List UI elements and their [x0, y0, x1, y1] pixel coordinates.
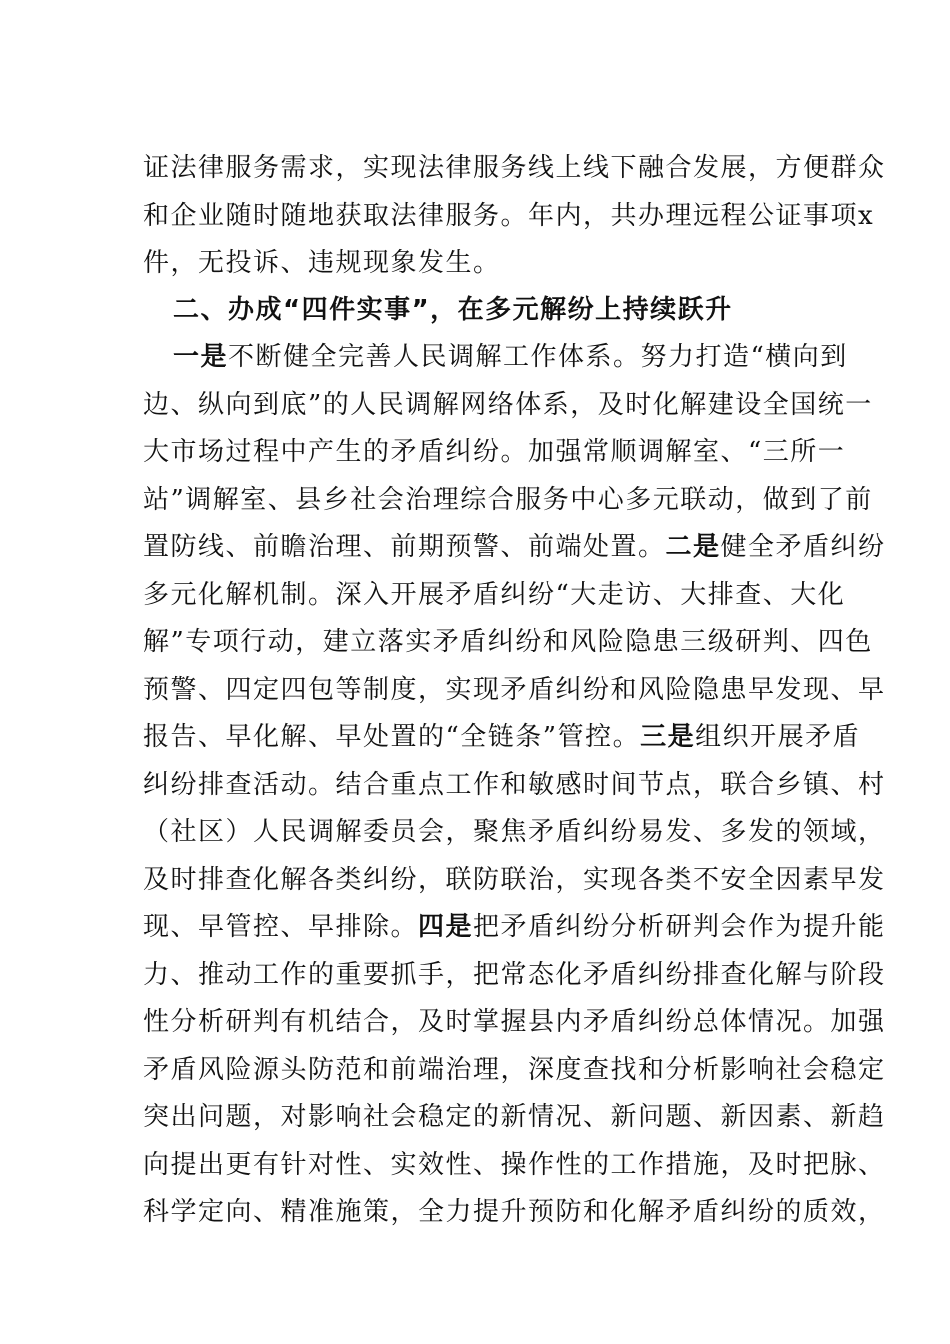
body-line-12: 及时排查化解各类纠纷，联防联治，实现各类不安全因素早发 — [143, 864, 886, 895]
body-line-5-text-b: 健全矛盾纠纷 — [720, 532, 886, 562]
body-line-6: 多元化解机制。深入开展矛盾纠纷“大走访、大排查、大化 — [143, 579, 846, 610]
body-line-13-text-a: 现、早管控、早排除。 — [143, 912, 419, 942]
point-two-label: 二是 — [665, 532, 721, 562]
body-line-5 — [143, 524, 886, 572]
point-three-label: 三是 — [640, 722, 696, 752]
body-line-17: 突出问题，对影响社会稳定的新情况、新问题、新因素、新趋 — [143, 1102, 886, 1132]
body-line-15: 性分析研判有机结合，及时掌握县内矛盾纠纷总体情况。加强 — [143, 1007, 886, 1037]
body-paragraph — [143, 334, 886, 1237]
body-line-14: 力、推动工作的重要抓手，把常态化矛盾纠纷排查化解与阶段 — [143, 959, 886, 990]
section-heading: 二、办成“四件实事”，在多元解纷上持续跃升 — [173, 295, 733, 325]
body-line-10: 纠纷排查活动。结合重点工作和敏感时间节点，联合乡镇、村 — [143, 769, 886, 800]
body-line-1 — [143, 334, 848, 382]
intro-line-1: 证法律服务需求，实现法律服务线上线下融合发展，方便群众 — [143, 153, 886, 183]
body-line-13-text-b: 把矛盾纠纷分析研判会作为提升能 — [473, 912, 886, 942]
body-line-19: 科学定向、精准施策，全力提升预防和化解矛盾纠纷的质效， — [143, 1197, 886, 1227]
intro-line-2: 和企业随时随地获取法律服务。年内，共办理远程公证事项x — [143, 200, 875, 231]
intro-paragraph — [143, 145, 886, 288]
body-line-8: 预警、四定四包等制度，实现矛盾纠纷和风险隐患早发现、早 — [143, 674, 886, 705]
body-line-1-text: 不断健全完善人民调解工作体系。努力打造“横向到 — [228, 342, 848, 372]
body-line-11: （社区）人民调解委员会，聚焦矛盾纠纷易发、多发的领域， — [143, 817, 886, 847]
point-four-label: 四是 — [418, 912, 474, 942]
body-line-4: 站”调解室、县乡社会治理综合服务中心多元联动，做到了前 — [143, 484, 873, 515]
intro-line-3: 件，无投诉、违规现象发生。 — [143, 248, 501, 278]
point-one-label: 一是 — [173, 342, 229, 372]
body-line-9-text-a: 报告、早化解、早处置的“全链条”管控。 — [143, 722, 641, 752]
body-line-9 — [143, 714, 861, 762]
body-line-2: 边、纵向到底”的人民调解网络体系，及时化解建设全国统一 — [143, 389, 873, 420]
body-line-7: 解”专项行动，建立落实矛盾纠纷和风险隐患三级研判、四色 — [143, 627, 873, 657]
body-line-16: 矛盾风险源头防范和前端治理，深度查找和分析影响社会稳定 — [143, 1054, 886, 1085]
body-line-5-text-a: 置防线、前瞻治理、前期预警、前端处置。 — [143, 532, 666, 562]
body-line-9-text-b: 组织开展矛盾 — [695, 722, 861, 752]
body-line-18: 向提出更有针对性、实效性、操作性的工作措施，及时把脉、 — [143, 1149, 886, 1180]
body-line-13 — [143, 904, 886, 952]
body-line-3: 大市场过程中产生的矛盾纠纷。加强常顺调解室、“三所一 — [143, 437, 846, 467]
section-heading-block — [143, 287, 807, 335]
